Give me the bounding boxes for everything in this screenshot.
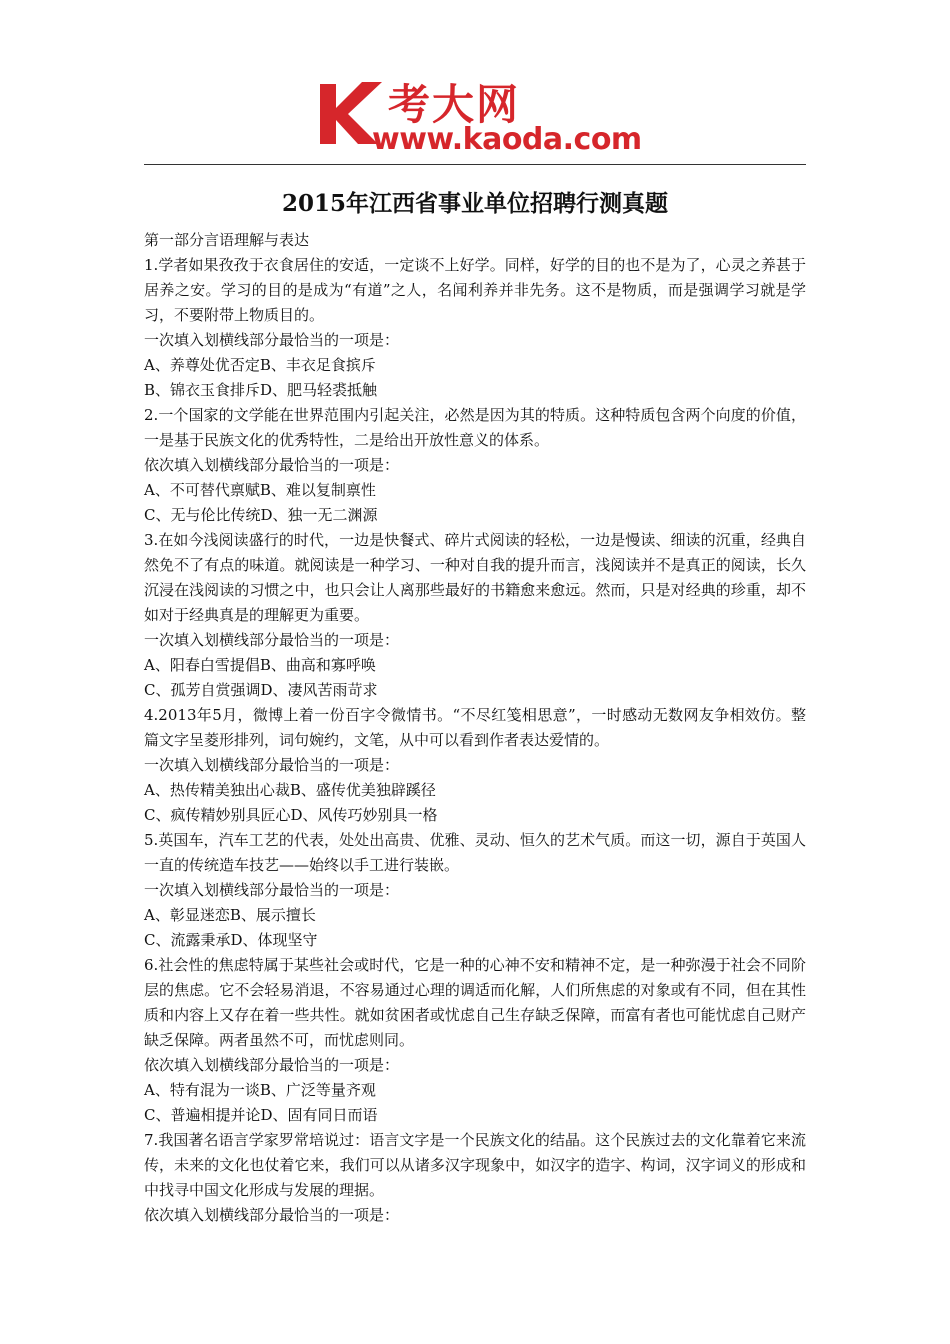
question-prompt: 依次填入划横线部分最恰当的一项是： [144, 1056, 400, 1074]
question-prompt: 一次填入划横线部分最恰当的一项是： [144, 881, 400, 899]
question-prompt: 一次填入划横线部分最恰当的一项是： [144, 631, 400, 649]
question-text: 5.英国车，汽车工艺的代表，处处出高贵、优雅、灵动、恒久的艺术气质。而这一切，源自于英国人一直的传统造车技艺——始终以手工进行装嵌。 [144, 831, 806, 874]
answer-options: C、孤芳自赏强调D、凄风苦雨苛求 [144, 681, 378, 699]
document-title: 2015年江西省事业单位招聘行测真题 [281, 190, 668, 217]
question-prompt: 依次填入划横线部分最恰当的一项是： [144, 1206, 400, 1224]
section-heading: 第一部分言语理解与表达 [144, 231, 310, 249]
question-prompt: 一次填入划横线部分最恰当的一项是： [144, 331, 400, 349]
logo-brand-text: 考大网 [388, 80, 521, 129]
question-text: 7.我国著名语言学家罗常培说过：语言文字是一个民族文化的结晶。这个民族过去的文化靠着它来流传，未来的文化也仗着它来，我们可以从诸多汉字现象中，如汉字的造字、构词，汉字词义的形成和中找寻中国文化形成与发展的理据。 [144, 1131, 806, 1199]
question-prompt: 依次填入划横线部分最恰当的一项是： [144, 456, 400, 474]
answer-options: C、普遍相提并论D、固有同日而语 [144, 1106, 378, 1124]
question-text: 4.2013年5月，微博上着一份百字令微情书。“不尽红笺相思意”，一时感动无数网友争相效仿。整篇文字呈菱形排列，词句婉约，文笔，从中可以看到作者表达爱情的。 [144, 706, 806, 749]
kaoda-logo [318, 78, 642, 160]
question-text: 3.在如今浅阅读盛行的时代，一边是快餐式、碎片式阅读的轻松，一边是慢读、细读的沉重，经典自然免不了有点的味道。就阅读是一种学习、一种对自我的提升而言，浅阅读并不是真正的阅读，长久沉浸在浅阅读的习惯之中，也只会让人离那些最好的书籍愈来愈远。然而，只是对经典的珍重，却不如对于经典真是的理解更为重要。 [144, 531, 806, 624]
answer-options: A、特有混为一谈B、广泛等量齐观 [144, 1081, 376, 1099]
question-text: 6.社会性的焦虑特属于某些社会或时代，它是一种的心神不安和精神不定，是一种弥漫于社会不同阶层的焦虑。它不会轻易消退，不容易通过心理的调适而化解，人们所焦虑的对象或有不同，但在其性质和内容上又存在着一些共性。就如贫困者或忧虑自己生存缺乏保障，而富有者也可能忧虑自己财产缺乏保障。两者虽然不可，而忧虑则同。 [144, 956, 806, 1049]
question-text: 2.一个国家的文学能在世界范围内引起关注，必然是因为其的特质。这种特质包含两个向度的价值，一是基于民族文化的优秀特性，二是给出开放性意义的体系。 [144, 406, 806, 449]
question-text: 1.学者如果孜孜于衣食居住的安适，一定谈不上好学。同样，好学的目的也不是为了，心灵之养甚于居养之安。学习的目的是成为“有道”之人，名闻利养并非先务。这不是物质，而是强调学习就是学习，不要附带上物质目的。 [144, 256, 806, 324]
document-body [144, 228, 806, 1228]
header-divider [144, 164, 806, 165]
answer-options: A、养尊处优否定B、丰衣足食摈斥 [144, 356, 376, 374]
answer-options: C、流露秉承D、体现坚守 [144, 931, 318, 949]
answer-options: A、不可替代禀赋B、难以复制禀性 [144, 481, 376, 499]
answer-options: C、无与伦比传统D、独一无二渊源 [144, 506, 378, 524]
answer-options: A、阳春白雪提倡B、曲高和寡呼唤 [144, 656, 376, 674]
answer-options: B、锦衣玉食排斥D、肥马轻裘抵触 [144, 381, 378, 399]
answer-options: A、彰显迷恋B、展示擅长 [144, 906, 316, 924]
logo-url-text: www.kaoda.com [372, 122, 642, 157]
answer-options: A、热传精美独出心裁B、盛传优美独辟蹊径 [144, 781, 436, 799]
question-prompt: 一次填入划横线部分最恰当的一项是： [144, 756, 400, 774]
answer-options: C、疯传精妙别具匠心D、风传巧妙别具一格 [144, 806, 438, 824]
